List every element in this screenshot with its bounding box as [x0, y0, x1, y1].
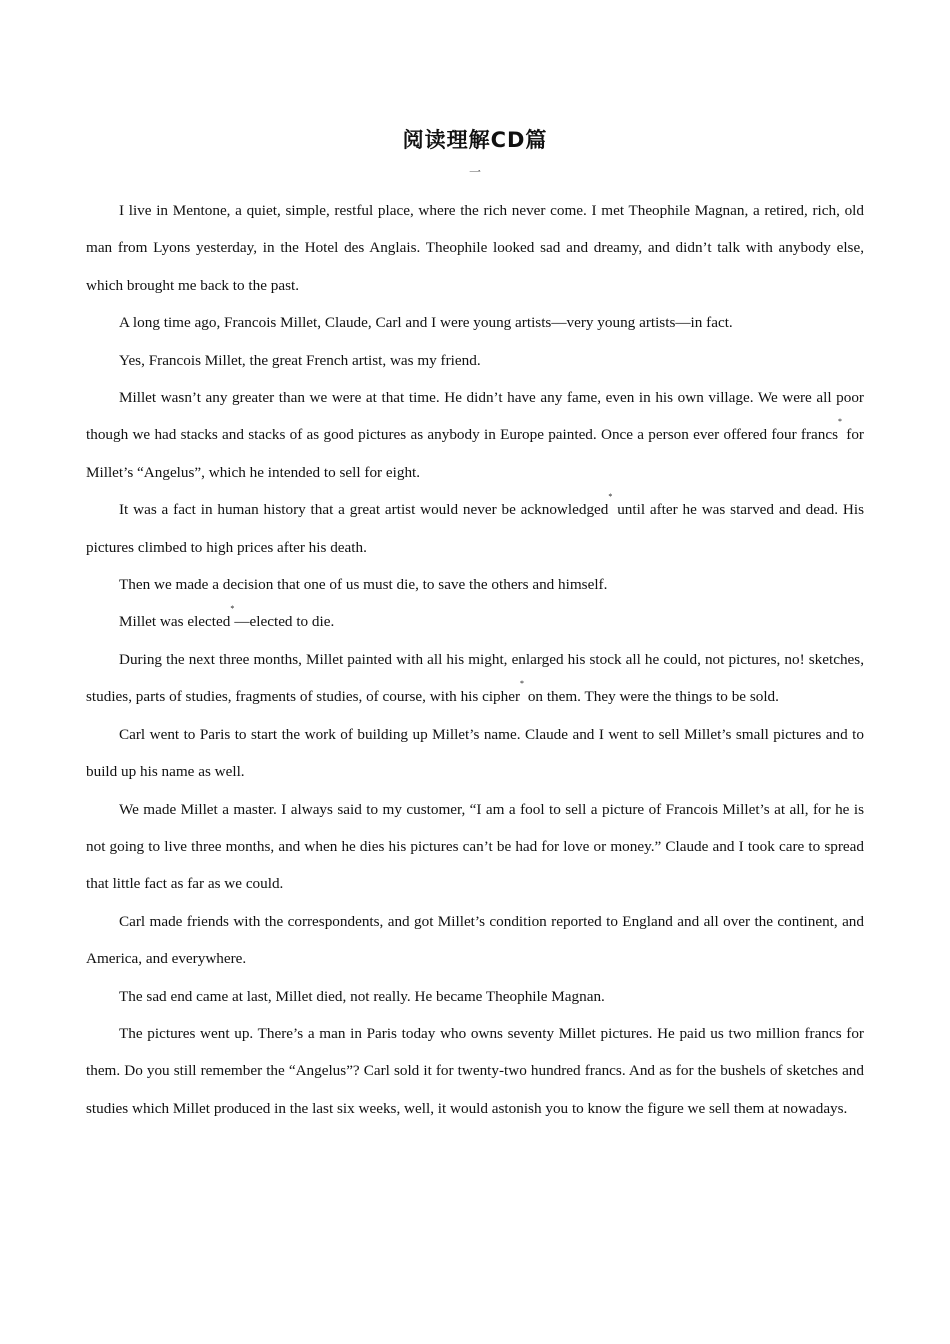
paragraph [86, 791, 864, 903]
document-title: 阅读理解CD篇 [402, 128, 548, 152]
paragraph-text: Carl went to Paris to start the work of building up Millet’s name. Claude and I went to sell Millet’s small pictures and to build up his name as well. [86, 725, 864, 781]
paragraph [86, 491, 864, 566]
paragraph-text: on them. They were the things to be sold. [524, 688, 779, 706]
paragraph [86, 566, 864, 603]
paragraph-text: Then we made a decision that one of us must die, to save the others and himself. [119, 576, 608, 594]
paragraph [86, 342, 864, 379]
section-mark: 一 [468, 165, 481, 179]
paragraph-text: Carl made friends with the correspondents, and got Millet’s condition reported to England and all over the continent, and America, and everywhere. [86, 912, 864, 968]
paragraph [86, 903, 864, 978]
paragraph-text: We made Millet a master. I always said to my customer, “I am a fool to sell a picture of Francois Millet’s at all, for he is not going to live three months, and when he dies his pictures can’t be had for love or money.” Claude and I took care to spread that little fact as far as we could. [86, 800, 864, 893]
paragraph-text: —elected to die. [234, 613, 335, 631]
paragraph [86, 304, 864, 341]
paragraph [86, 641, 864, 716]
footnote-mark: * [520, 679, 525, 689]
paragraph [86, 1015, 864, 1127]
footnote-mark: * [230, 604, 235, 614]
paragraph [86, 978, 864, 1015]
paragraph-text: I live in Mentone, a quiet, simple, restful place, where the rich never come. I met Theophile Magnan, a retired, rich, old man from Lyons yesterday, in the Hotel des Anglais. Theophile looked sad and dreamy, and didn’t talk with anybody else, which brought me back to the past. [86, 202, 864, 294]
footnote-mark: * [838, 417, 842, 427]
paragraph-text: until after he was starved and dead. His pictures climbed to high prices after his death. [86, 501, 865, 556]
paragraph-text: Millet was elected [119, 613, 231, 631]
paragraph [86, 603, 864, 640]
paragraph-text: During the next three months, Millet painted with all his might, enlarged his stock all he could, not pictures, no! sketches, studies, parts of studies, fragments of studies, of course, with his cipher [86, 650, 864, 706]
paragraph-text: for Millet’s “Angelus”, which he intended to sell for eight. [86, 426, 864, 481]
document-page [86, 120, 864, 1127]
document-body [86, 192, 864, 1127]
paragraph-text: The pictures went up. There’s a man in Paris today who owns seventy Millet pictures. He paid us two million francs for them. Do you still remember the “Angelus”? Carl sold it for twenty-two hundred francs. And as for the bushels of sketches and studies which Millet produced in the last six weeks, well, it would astonish you to know the figure we sell them at nowadays. [86, 1024, 864, 1117]
paragraph-text: The sad end came at last, Millet died, not really. He became Theophile Magnan. [119, 987, 605, 1005]
paragraph [86, 716, 864, 791]
paragraph [86, 379, 864, 491]
paragraph-text: Millet wasn’t any greater than we were at that time. He didn’t have any fame, even in his own village. We were all poor though we had stacks and stacks of as good pictures as anybody in Europe painted. Once a person ever offered four francs [86, 389, 864, 444]
paragraph-text: Yes, Francois Millet, the great French artist, was my friend. [119, 351, 481, 369]
footnote-mark: * [608, 492, 613, 502]
paragraph-text: It was a fact in human history that a great artist would never be acknowledged [119, 501, 609, 519]
paragraph-text: A long time ago, Francois Millet, Claude, Carl and I were young artists—very young artists—in fact. [119, 314, 733, 332]
paragraph [86, 192, 864, 304]
